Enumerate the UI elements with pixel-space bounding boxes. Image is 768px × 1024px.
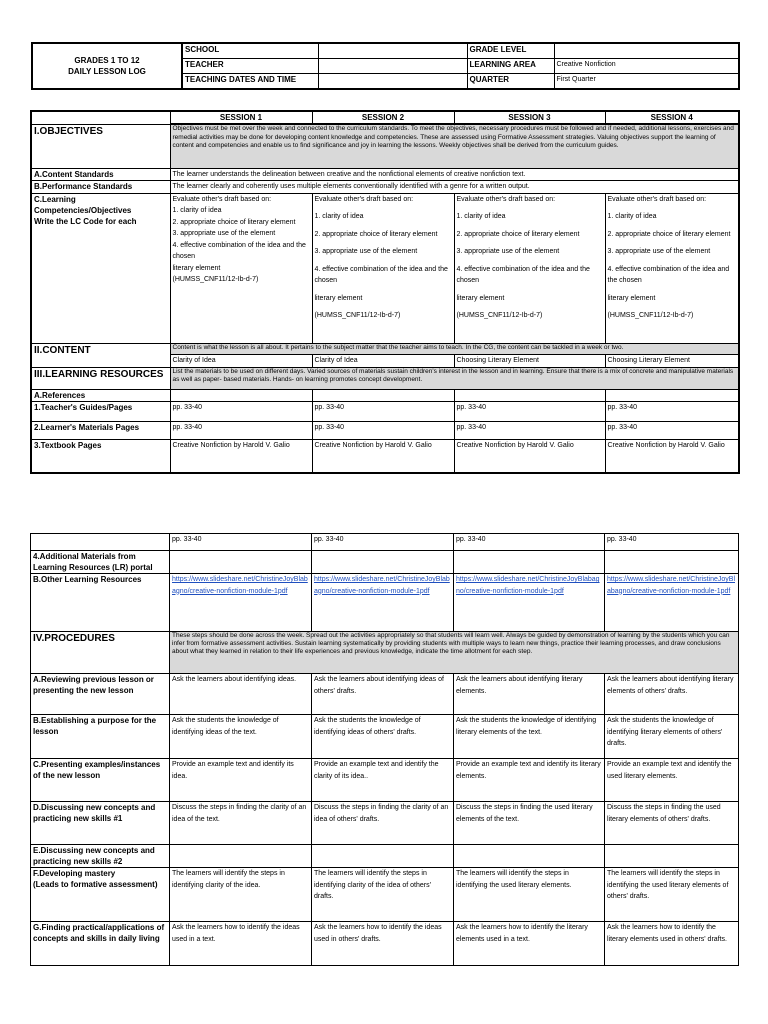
competency-line: 2. appropriate choice of literary element (314, 230, 438, 238)
content-title: II.CONTENT (31, 343, 170, 367)
competency-line: 3. appropriate use of the element (314, 248, 418, 255)
session-3-mastery: The learners will identify the steps in identifying the used literary elements. (454, 868, 605, 922)
resource-link[interactable]: https://www.slideshare.net/ChristineJoyBlabagno/creative-nonfiction-module-1pdf (170, 574, 312, 632)
references-cell (605, 389, 739, 401)
competency-line: 2. appropriate choice of literary element (607, 230, 731, 238)
learners-materials-pages: pp. 33-40 (454, 421, 605, 439)
grade-level-label: GRADE LEVEL (467, 43, 554, 59)
discussing-2-cell (605, 845, 739, 868)
competency-line: literary element (172, 264, 221, 272)
session-2-discussing: Discuss the steps in finding the clarity of an idea of others' drafts. (312, 802, 454, 845)
daily-lesson-log-label: DAILY LESSON LOG (68, 67, 146, 76)
references-cell (454, 389, 605, 401)
session-1-reviewing: Ask the learners about identifying ideas. (170, 674, 312, 715)
grades-label: GRADES 1 TO 12 (74, 56, 140, 65)
competency-code: (HUMSS_CNF11/12-Ib-d-7) (456, 312, 543, 319)
presenting-examples-label: C.Presenting examples/instances of the new lesson (31, 759, 170, 802)
competencies-label (31, 193, 170, 343)
session-3-reviewing: Ask the learners about identifying literary elements. (454, 674, 605, 715)
session-4-purpose: Ask the students the knowledge of identifying literary elements of others' drafts. (605, 715, 739, 759)
competency-line: 2. appropriate choice of literary element (172, 218, 296, 226)
competencies-label-line: C.Learning (34, 194, 76, 204)
competency-line: 3. appropriate use of the element (172, 230, 276, 237)
continued-label-cell (31, 534, 170, 551)
competency-line: 3. appropriate use of the element (607, 248, 711, 255)
competency-line: Evaluate other's draft based on: (314, 195, 414, 203)
teachers-guide-pages: pp. 33-40 (170, 401, 312, 421)
competency-line: 4. effective combination of the idea and the chosen (172, 241, 306, 260)
session-2-content: Clarity of Idea (312, 354, 454, 367)
competency-line: literary element (314, 294, 363, 302)
competencies-label-line: Competencies/Objectives (34, 205, 132, 215)
references-cell (170, 389, 312, 401)
continued-pages: pp. 33-40 (312, 534, 454, 551)
discussing-concepts-1-label: D.Discussing new concepts and practicing new skills #1 (31, 802, 170, 845)
session-3-header: SESSION 3 (454, 111, 605, 124)
learners-materials-pages: pp. 33-40 (312, 421, 454, 439)
textbook-title: Creative Nonfiction by Harold V. Galio (454, 439, 605, 473)
session-1-discussing: Discuss the steps in finding the clarity of an idea of the text. (170, 802, 312, 845)
procedures-note: These steps should be done across the week. Spread out the activities appropriately so that students will learn well. Always be guided by demonstration of learning by the students which you can infer from formative assessment activities. Sustain learning systematically by providing students with multiple ways to learn new things, practice their learning processes, and draw conclusions about what they learned in relation to their life experiences and previous knowledge, indicate the time allotment for each step. (170, 632, 739, 674)
competency-line: 1. clarity of idea (314, 213, 364, 220)
session-2-purpose: Ask the students the knowledge of identifying ideas of others' drafts. (312, 715, 454, 759)
references-label: A.References (31, 389, 170, 401)
teachers-guide-pages: pp. 33-40 (312, 401, 454, 421)
competency-code: (HUMSS_CNF11/12-Ib-d-7) (172, 276, 259, 283)
competency-line: Evaluate other's draft based on: (607, 195, 707, 203)
session-1-content: Clarity of Idea (170, 354, 312, 367)
competency-line: 4. effective combination of the idea and the chosen (607, 265, 730, 284)
competency-code: (HUMSS_CNF11/12-Ib-d-7) (607, 312, 694, 319)
objectives-title: I.OBJECTIVES (31, 124, 170, 168)
additional-materials-cell (605, 551, 739, 574)
learning-area-label: LEARNING AREA (467, 59, 554, 74)
developing-mastery-line: F.Developing mastery (33, 869, 116, 878)
session-4-header: SESSION 4 (605, 111, 739, 124)
session-4-mastery: The learners will identify the steps in identifying the used literary elements of others' drafts. (605, 868, 739, 922)
session-1-purpose: Ask the students the knowledge of identifying ideas of the text. (170, 715, 312, 759)
competency-line: 2. appropriate choice of literary element (456, 230, 580, 238)
additional-materials-cell (454, 551, 605, 574)
content-note: Content is what the lesson is all about. It pertains to the subject matter that the teacher aims to teach. In the CG, the content can be tackled in a week or two. (170, 343, 739, 354)
developing-mastery-line: (Leads to formative assessment) (33, 880, 158, 889)
session-3-applications: Ask the learners how to identify the literary elements used in a text. (454, 922, 605, 966)
session-2-applications: Ask the learners how to identify the ideas used in others' drafts. (312, 922, 454, 966)
competency-code: (HUMSS_CNF11/12-Ib-d-7) (314, 312, 401, 319)
lesson-table-page-1 (30, 110, 740, 474)
resource-link[interactable]: https://www.slideshare.net/ChristineJoyBlabagno/creative-nonfiction-module-1pdf (312, 574, 454, 632)
session-1-examples: Provide an example text and identify its idea. (170, 759, 312, 802)
session-3-examples: Provide an example text and identify its literary elements. (454, 759, 605, 802)
teacher-label: TEACHER (182, 59, 318, 74)
corner-cell (31, 111, 170, 124)
discussing-2-cell (454, 845, 605, 868)
additional-materials-label: 4.Additional Materials from Learning Resources (LR) portal (31, 551, 170, 574)
session-2-header: SESSION 2 (312, 111, 454, 124)
lesson-table-page-2 (30, 533, 739, 966)
session-2-reviewing: Ask the learners about identifying ideas of others' drafts. (312, 674, 454, 715)
session-4-discussing: Discuss the steps in finding the used literary elements of others' drafts. (605, 802, 739, 845)
resources-title: III.LEARNING RESOURCES (31, 367, 170, 389)
competency-line: 3. appropriate use of the element (456, 248, 560, 255)
teachers-guide-pages: pp. 33-40 (454, 401, 605, 421)
session-3-competencies (454, 193, 605, 343)
teachers-guide-label: 1.Teacher's Guides/Pages (31, 401, 170, 421)
session-2-competencies (312, 193, 454, 343)
textbook-title: Creative Nonfiction by Harold V. Galio (312, 439, 454, 473)
discussing-2-cell (312, 845, 454, 868)
quarter-field[interactable]: First Quarter (554, 74, 739, 90)
objectives-note: Objectives must be met over the week and connected to the curriculum standards. To meet the objectives, necessary procedures must be followed and if needed, additional lessons, exercises and remedial activities may be done for developing content knowledge and competencies. These are assessed using Formative Assessment strategies. Valuing objectives support the learning of content and competencies and enable us to find significance and joy in learning the lessons. Weekly objectives shall be derived from the curriculum guides. (170, 124, 739, 168)
session-2-examples: Provide an example text and identify the clarity of its idea.. (312, 759, 454, 802)
session-3-purpose: Ask the students the knowledge of identifying literary elements of the text. (454, 715, 605, 759)
learners-materials-pages: pp. 33-40 (605, 421, 739, 439)
competency-line: Evaluate other's draft based on: (456, 195, 556, 203)
textbook-title: Creative Nonfiction by Harold V. Galio (605, 439, 739, 473)
textbook-title: Creative Nonfiction by Harold V. Galio (170, 439, 312, 473)
performance-standards-label: B.Performance Standards (31, 181, 170, 194)
session-2-mastery: The learners will identify the steps in identifying clarity of the idea of others' drafts. (312, 868, 454, 922)
references-cell (312, 389, 454, 401)
content-standards-label: A.Content Standards (31, 168, 170, 181)
session-3-content: Choosing Literary Element (454, 354, 605, 367)
grade-level-field[interactable] (554, 43, 739, 59)
session-1-applications: Ask the learners how to identify the ideas used in a text. (170, 922, 312, 966)
teacher-field[interactable] (318, 59, 467, 74)
session-4-examples: Provide an example text and identify the used literary elements. (605, 759, 739, 802)
resource-link[interactable]: https://www.slideshare.net/ChristineJoyBlabagno/creative-nonfiction-module-1pdf (605, 574, 739, 632)
session-4-reviewing: Ask the learners about identifying literary elements of others' drafts. (605, 674, 739, 715)
practical-applications-label: G.Finding practical/applications of concepts and skills in daily living (31, 922, 170, 966)
session-4-applications: Ask the learners how to identify the literary elements used in others' drafts. (605, 922, 739, 966)
textbook-label: 3.Textbook Pages (31, 439, 170, 473)
competency-line: 1. clarity of idea (607, 213, 657, 220)
learning-area-field[interactable]: Creative Nonfiction (554, 59, 739, 74)
competency-line: literary element (607, 294, 656, 302)
developing-mastery-label (31, 868, 170, 922)
header-table (31, 42, 740, 90)
session-3-discussing: Discuss the steps in finding the used literary elements of the text. (454, 802, 605, 845)
continued-pages: pp. 33-40 (605, 534, 739, 551)
school-label: SCHOOL (182, 43, 318, 59)
school-field[interactable] (318, 43, 467, 59)
competency-line: 4. effective combination of the idea and the chosen (456, 265, 590, 284)
learners-materials-label: 2.Learner's Materials Pages (31, 421, 170, 439)
session-4-content: Choosing Literary Element (605, 354, 739, 367)
continued-pages: pp. 33-40 (454, 534, 605, 551)
reviewing-lesson-label: A.Reviewing previous lesson or presenting the new lesson (31, 674, 170, 715)
establishing-purpose-label: B.Establishing a purpose for the lesson (31, 715, 170, 759)
learners-materials-pages: pp. 33-40 (170, 421, 312, 439)
competency-line: 4. effective combination of the idea and the chosen (314, 265, 448, 284)
teaching-dates-label: TEACHING DATES AND TIME (182, 74, 318, 90)
competencies-label-line: Write the LC Code for each (34, 216, 137, 226)
competency-line: literary element (456, 294, 505, 302)
discussing-2-cell (170, 845, 312, 868)
additional-materials-cell (312, 551, 454, 574)
performance-standards-text: The learner clearly and coherently uses multiple elements conventionally identified with a genre for a written output. (170, 181, 739, 194)
resource-link[interactable]: https://www.slideshare.net/ChristineJoyBlabagno/creative-nonfiction-module-1pdf (454, 574, 605, 632)
session-4-competencies (605, 193, 739, 343)
grades-title (32, 43, 182, 89)
teachers-guide-pages: pp. 33-40 (605, 401, 739, 421)
session-1-mastery: The learners will identify the steps in identifying clarity of the idea. (170, 868, 312, 922)
resources-note: List the materials to be used on different days. Varied sources of materials sustain children's interest in the lesson and in learning. Ensure that there is a mix of concrete and manipulative materials as well as paper- based materials. Hands- on learning promotes concept development. (170, 367, 739, 389)
session-1-competencies (170, 193, 312, 343)
competency-line: 1. clarity of idea (172, 207, 222, 214)
additional-materials-cell (170, 551, 312, 574)
competency-line: 1. clarity of idea (456, 213, 506, 220)
quarter-label: QUARTER (467, 74, 554, 90)
other-resources-label: B.Other Learning Resources (31, 574, 170, 632)
content-standards-text: The learner understands the delineation between creative and the nonfictional elements of creative nonfiction text. (170, 168, 739, 181)
discussing-concepts-2-label: E.Discussing new concepts and practicing new skills #2 (31, 845, 170, 868)
session-1-header: SESSION 1 (170, 111, 312, 124)
teaching-dates-field[interactable] (318, 74, 467, 90)
procedures-title: IV.PROCEDURES (31, 632, 170, 674)
continued-pages: pp. 33-40 (170, 534, 312, 551)
competency-line: Evaluate other's draft based on: (172, 195, 272, 203)
